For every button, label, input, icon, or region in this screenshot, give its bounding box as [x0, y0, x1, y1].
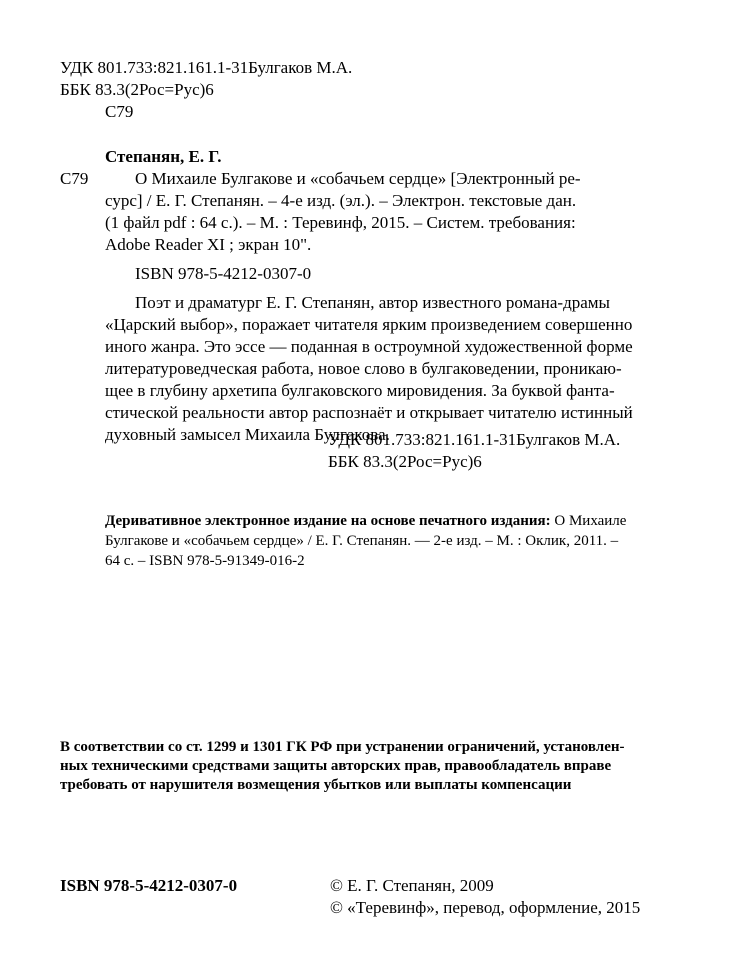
annotation-line: «Царский выбор», поражает читателя ярким произведением совершенно: [105, 315, 633, 334]
entry-isbn: ISBN 978-5-4212-0307-0: [135, 264, 312, 283]
annotation-line: щее в глубину архетипа булгаковского мировидения. За буквой фанта-: [105, 381, 615, 400]
derivative-line-2: Булгакове и «собачьем сердце» / Е. Г. Степанян. — 2-е изд. – М. : Оклик, 2011. –: [105, 533, 619, 549]
entry-author-code: С79: [60, 169, 89, 188]
copyright-publisher: © «Теревинф», перевод, оформление, 2015: [330, 898, 641, 917]
derivative-line-1-rest: О Михаиле: [550, 513, 627, 529]
derivative-line-3: 64 с. – ISBN 978-5-91349-016-2: [105, 553, 305, 569]
entry-title-line: (1 файл pdf : 64 с.). – М. : Теревинф, 2015. – Систем. требования:: [105, 213, 576, 232]
derivative-lead: Деривативное электронное издание на основе печатного издания:: [105, 513, 551, 529]
annotation-line: Поэт и драматург Е. Г. Степанян, автор известного романа-драмы: [135, 293, 610, 312]
footer-isbn: ISBN 978-5-4212-0307-0: [60, 876, 238, 895]
derivative-line-1: [105, 510, 626, 532]
annotation-line: литературоведческая работа, новое слово в булгаковедении, проникаю-: [105, 359, 622, 378]
top-bbk: ББК 83.3(2Рос=Рус)6: [60, 80, 214, 99]
notice-line: требовать от нарушителя возмещения убытков или выплаты компенсации: [60, 777, 572, 793]
copyright-author: © Е. Г. Степанян, 2009: [330, 876, 494, 895]
entry-title-line: сурс] / Е. Г. Степанян. – 4-е изд. (эл.). – Электрон. текстовые дан.: [105, 191, 577, 210]
entry-title-line: О Михаиле Булгакове и «собачьем сердце» [Электронный ре-: [135, 169, 581, 188]
annotation-line: иного жанра. Это эссе — поданная в остроумной художественной форме: [105, 337, 633, 356]
annotation-line: стической реальности автор распознаёт и открывает читателю истинный: [105, 403, 633, 422]
notice-line: ных техническими средствами защиты авторских прав, правообладатель вправе: [60, 758, 612, 774]
notice-line: В соответствии со ст. 1299 и 1301 ГК РФ при устранении ограничений, установлен-: [60, 739, 625, 755]
annotation-line: духовный замысел Михаила Булгакова.: [105, 425, 390, 444]
entry-udk: УДК 801.733:821.161.1-31Булгаков М.А.: [328, 430, 621, 449]
entry-bbk: ББК 83.3(2Рос=Рус)6: [328, 452, 482, 471]
entry-title-line: Adobe Reader XI ; экран 10".: [105, 235, 312, 254]
entry-author: Степанян, Е. Г.: [105, 147, 222, 166]
top-udk: УДК 801.733:821.161.1-31Булгаков М.А.: [60, 58, 353, 77]
top-author-code: С79: [105, 102, 134, 121]
